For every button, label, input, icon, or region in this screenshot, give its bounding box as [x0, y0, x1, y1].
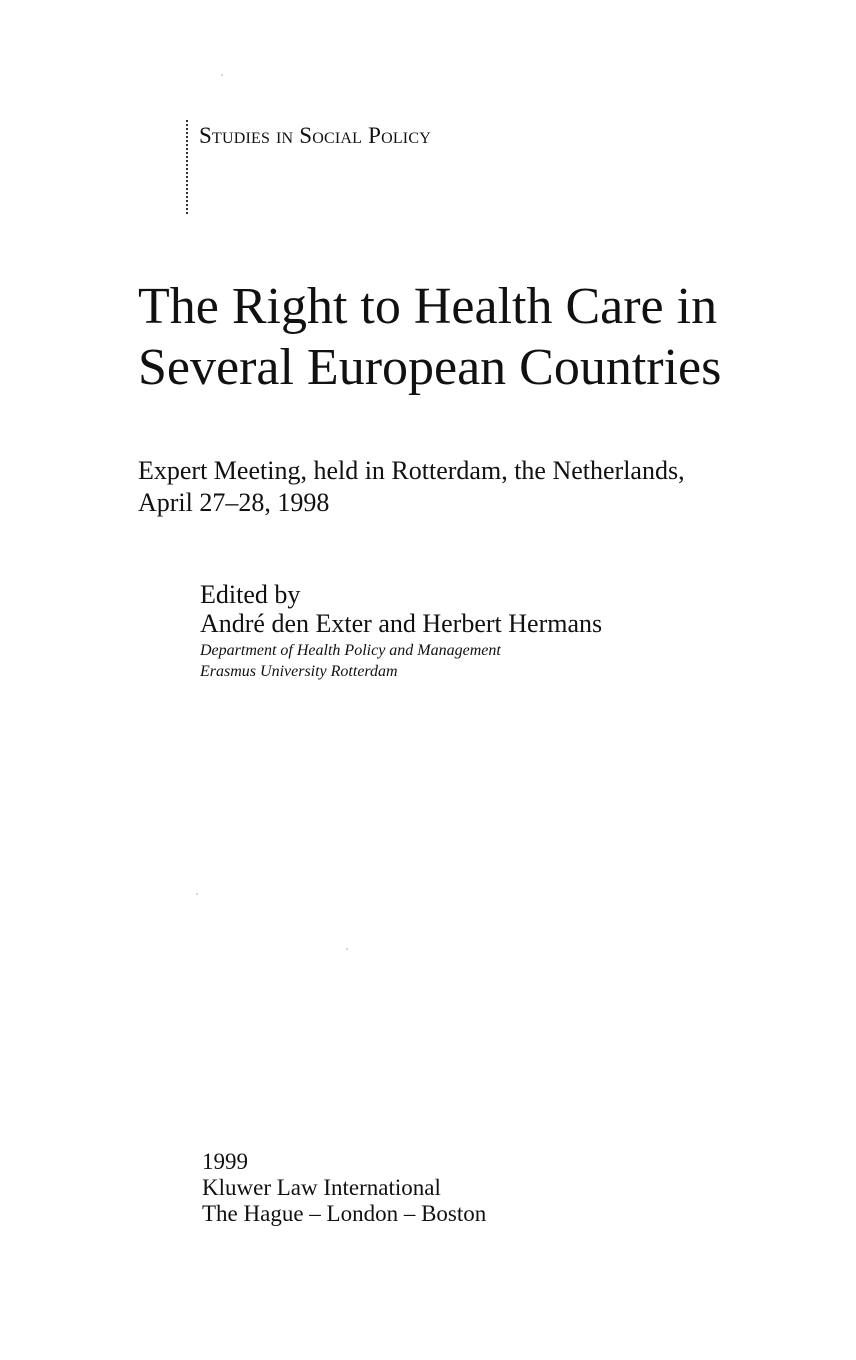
editor-department: Department of Health Policy and Management [200, 642, 501, 659]
series-title: Studies in Social Policy [199, 123, 431, 148]
scan-speck [346, 948, 348, 950]
subtitle-line-2: April 27–28, 1998 [138, 488, 330, 517]
publication-year: 1999 [202, 1149, 248, 1174]
editor-names: André den Exter and Herbert Hermans [200, 609, 603, 638]
scan-speck [221, 74, 223, 76]
editor-university: Erasmus University Rotterdam [200, 663, 398, 680]
subtitle-line-1: Expert Meeting, held in Rotterdam, the Netherlands, [138, 456, 685, 485]
book-title-line-2: Several European Countries [138, 339, 722, 396]
series-dotted-rule [186, 120, 188, 214]
book-title-line-1: The Right to Health Care in [138, 278, 718, 335]
scan-speck [196, 893, 198, 895]
publisher-name: Kluwer Law International [202, 1175, 441, 1200]
publisher-cities: The Hague – London – Boston [202, 1201, 487, 1226]
edited-by-label: Edited by [200, 580, 301, 609]
editors-block [200, 580, 800, 682]
book-subtitle [138, 455, 838, 519]
book-title [138, 276, 828, 398]
publisher-block [202, 1149, 702, 1227]
